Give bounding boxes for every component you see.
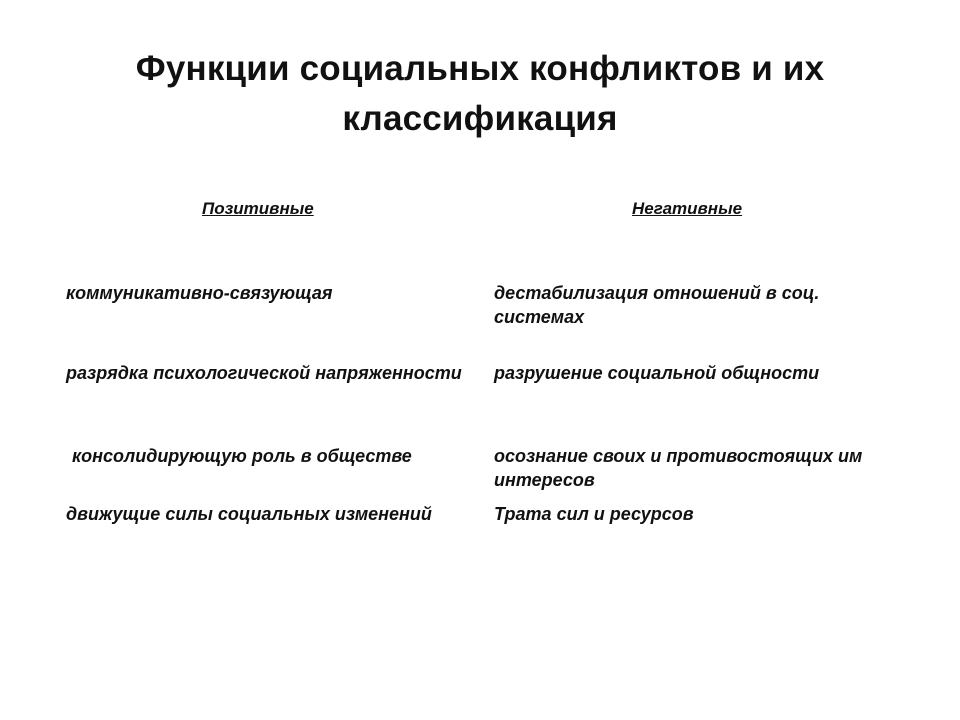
column-header-positive: Позитивные bbox=[202, 199, 314, 218]
slide-title bbox=[60, 44, 900, 144]
negative-function-item: разрушение социальной общности bbox=[494, 363, 820, 383]
slide-title-line-1: Функции социальных конфликтов и их bbox=[135, 49, 825, 88]
negative-function-item: Трата сил и ресурсов bbox=[494, 504, 694, 524]
negative-function-item: дестабилизация отношений в соц. системах bbox=[494, 283, 820, 327]
negative-function-item: осознание своих и противостоящих им интересов bbox=[494, 446, 863, 490]
positive-function-item: консолидирующую роль в обществе bbox=[72, 446, 412, 466]
slide-title-line-2: классификация bbox=[342, 99, 618, 138]
positive-function-item: коммуникативно-связующая bbox=[66, 283, 333, 303]
column-header-negative: Негативные bbox=[632, 199, 743, 218]
positive-function-item: разрядка психологической напряженности bbox=[66, 363, 462, 383]
positive-function-item: движущие силы социальных изменений bbox=[66, 504, 432, 524]
